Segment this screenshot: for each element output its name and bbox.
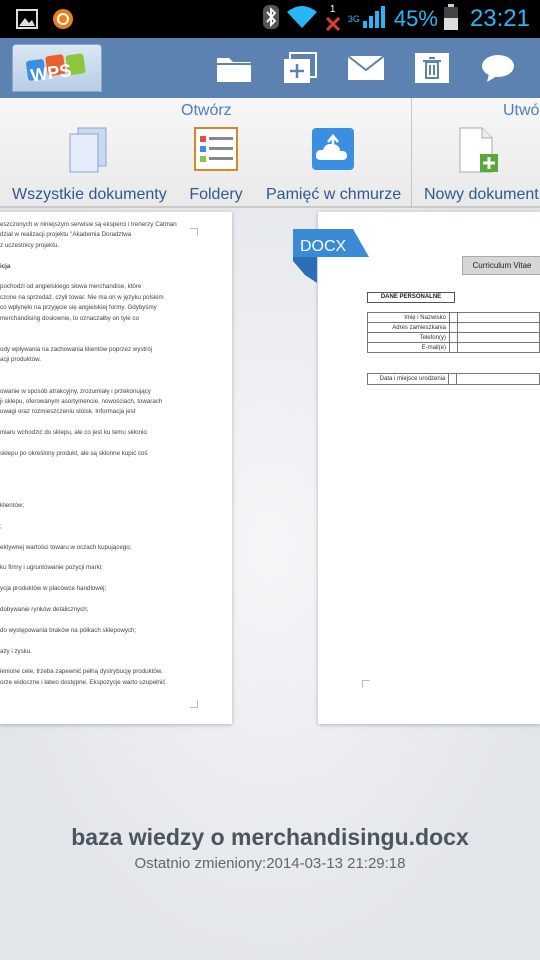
wps-logo-text: WPS [29, 60, 73, 86]
document-line [0, 459, 230, 469]
ribbon [0, 98, 540, 208]
chat-icon[interactable] [478, 50, 518, 86]
app-notification-icon [52, 8, 74, 34]
document-line [0, 657, 230, 667]
document-line: do występowania braków na półkach sklepowych; [0, 626, 137, 634]
document-line: co wpłynęło na przyjęcie się angielskiej formy. Gdybyśmy [0, 304, 157, 312]
table-row [368, 333, 540, 343]
document-line: z uczestnicy projektu. [0, 241, 60, 249]
document-line [0, 532, 230, 542]
folder-icon[interactable] [214, 50, 254, 86]
document-line [0, 595, 230, 605]
table-row [368, 374, 540, 385]
document-line [0, 470, 230, 480]
field-label: E-mail(e) [368, 343, 450, 353]
document-text [0, 220, 230, 688]
document-line: merchandising dosłownie, to oznaczałby on tyle co [0, 314, 139, 322]
document-line: ody wpływania na zachowania klientów poprzez wystrój [0, 345, 153, 353]
toolbar [0, 38, 540, 98]
cloud-storage-button[interactable] [266, 126, 400, 204]
document-line [0, 251, 230, 261]
battery-percent: 45% [393, 6, 438, 31]
docx-badge-label: DOCX [300, 238, 347, 255]
battery-icon [444, 4, 458, 34]
field-label: Imię i Nazwisko [368, 313, 450, 323]
document-line [0, 553, 230, 563]
folder-list-icon [192, 126, 240, 174]
document-line [0, 439, 230, 449]
all-documents-label: Wszystkie dokumenty [12, 186, 167, 203]
document-line: ji sklepu, oferowanym asortymencie, nowościach, towarach [0, 397, 163, 405]
cv-title: Curriculum Vitae [462, 256, 540, 275]
new-document-icon[interactable] [280, 50, 320, 86]
page-corner-mark [190, 700, 198, 708]
status-bar [0, 0, 540, 38]
folders-label: Foldery [189, 186, 243, 203]
document-line [0, 511, 230, 521]
folders-button[interactable] [186, 126, 246, 204]
document-line [0, 366, 230, 376]
field-label: Data i miejsce urodzenia [368, 374, 449, 385]
document-line: dobywanie rynków detalicznych; [0, 606, 89, 614]
wifi-icon [286, 5, 318, 33]
trash-icon[interactable] [412, 50, 452, 86]
document-line: ycja produktów w placówce handlowej; [0, 585, 107, 593]
document-line [0, 480, 230, 490]
signal-icon [362, 5, 388, 33]
document-line: ienione cele, trzeba zapewnić pełną dystrybucję produktów. [0, 668, 163, 676]
file-modified-date: Ostatnio zmieniony:2014-03-13 21:29:18 [134, 855, 406, 872]
document-line: uwagi oraz rozmieszczeniu stoisk. Informacja jest [0, 408, 136, 416]
field-label: Telefon(y) [368, 333, 450, 343]
document-line [0, 334, 230, 344]
clock: 23:21 [469, 5, 530, 32]
wps-logo [13, 45, 101, 91]
no-signal-icon [324, 6, 342, 32]
personal-data-table [367, 312, 540, 353]
document-line [0, 376, 230, 386]
new-document-plus-icon [454, 126, 502, 174]
document-line [0, 418, 230, 428]
previous-document-preview[interactable] [0, 212, 232, 724]
new-document-label: Nowy dokument [424, 186, 539, 203]
ribbon-divider [411, 98, 412, 208]
open-group-title: Otwórz [181, 102, 232, 119]
document-line [0, 324, 230, 334]
table-row [368, 343, 540, 353]
current-document-preview[interactable] [318, 212, 540, 724]
sim-number: 1 [329, 4, 336, 15]
document-line: ektywnej wartości towaru w oczach kupującego; [0, 543, 132, 551]
3g-icon: 3G [347, 14, 360, 24]
document-line: acji produktów. [0, 356, 41, 364]
wps-logo-tab[interactable] [12, 44, 102, 92]
cloud-storage-icon [309, 126, 357, 174]
document-line: icja [0, 262, 11, 270]
table-row [368, 323, 540, 333]
documents-icon [64, 126, 112, 174]
document-line [0, 636, 230, 646]
image-icon [16, 9, 38, 33]
page-corner-mark [362, 680, 370, 688]
all-documents-button[interactable] [12, 126, 167, 204]
new-document-button[interactable] [422, 126, 540, 204]
mail-icon[interactable] [346, 50, 386, 86]
birth-data-table [367, 373, 540, 385]
cv-section-heading: DANE PERSONALNE [367, 292, 455, 303]
cloud-storage-label: Pamięć w chmurze [266, 186, 402, 203]
document-line [0, 574, 230, 584]
document-line: klientów; [0, 501, 25, 509]
document-line: orze widoczne i łatwo dostępne. Ekspozycje warto uzupełnić [0, 678, 166, 686]
table-row [368, 313, 540, 323]
document-line: ; [0, 522, 2, 530]
document-line: sklepu po określony produkt, ale są skłonne kupić coś [0, 449, 148, 457]
create-group-title: Utwó [503, 102, 540, 119]
document-line: ku firmy i ugruntowanie pozycji marki; [0, 564, 103, 572]
document-line: miaru wchodzić do sklepu, ale co jest ku temu skłonio [0, 429, 147, 437]
document-line [0, 491, 230, 501]
field-label: Adres zamieszkania [368, 323, 450, 333]
document-line [0, 615, 230, 625]
document-line: dział w realizacji projektu "Akademia Doradztwa [0, 231, 132, 239]
document-line: eszczonych w niniejszym serwisie są eksperci i trenerzy Catman [0, 221, 177, 228]
document-line: owanie w sposób atrakcyjny, zrozumiały i przekonujący [0, 387, 151, 395]
document-line: pochodzi od angielskiego słowa merchandise, które [0, 283, 142, 291]
page-corner-mark [190, 228, 198, 236]
document-line: aży i zysku. [0, 647, 32, 655]
document-line: czone na sprzedaż, czyli towar. Nie ma on w języku polskim [0, 293, 164, 301]
bluetooth-icon [262, 4, 280, 34]
document-line [0, 272, 230, 282]
file-name: baza wiedzy o merchandisingu.docx [71, 824, 469, 850]
